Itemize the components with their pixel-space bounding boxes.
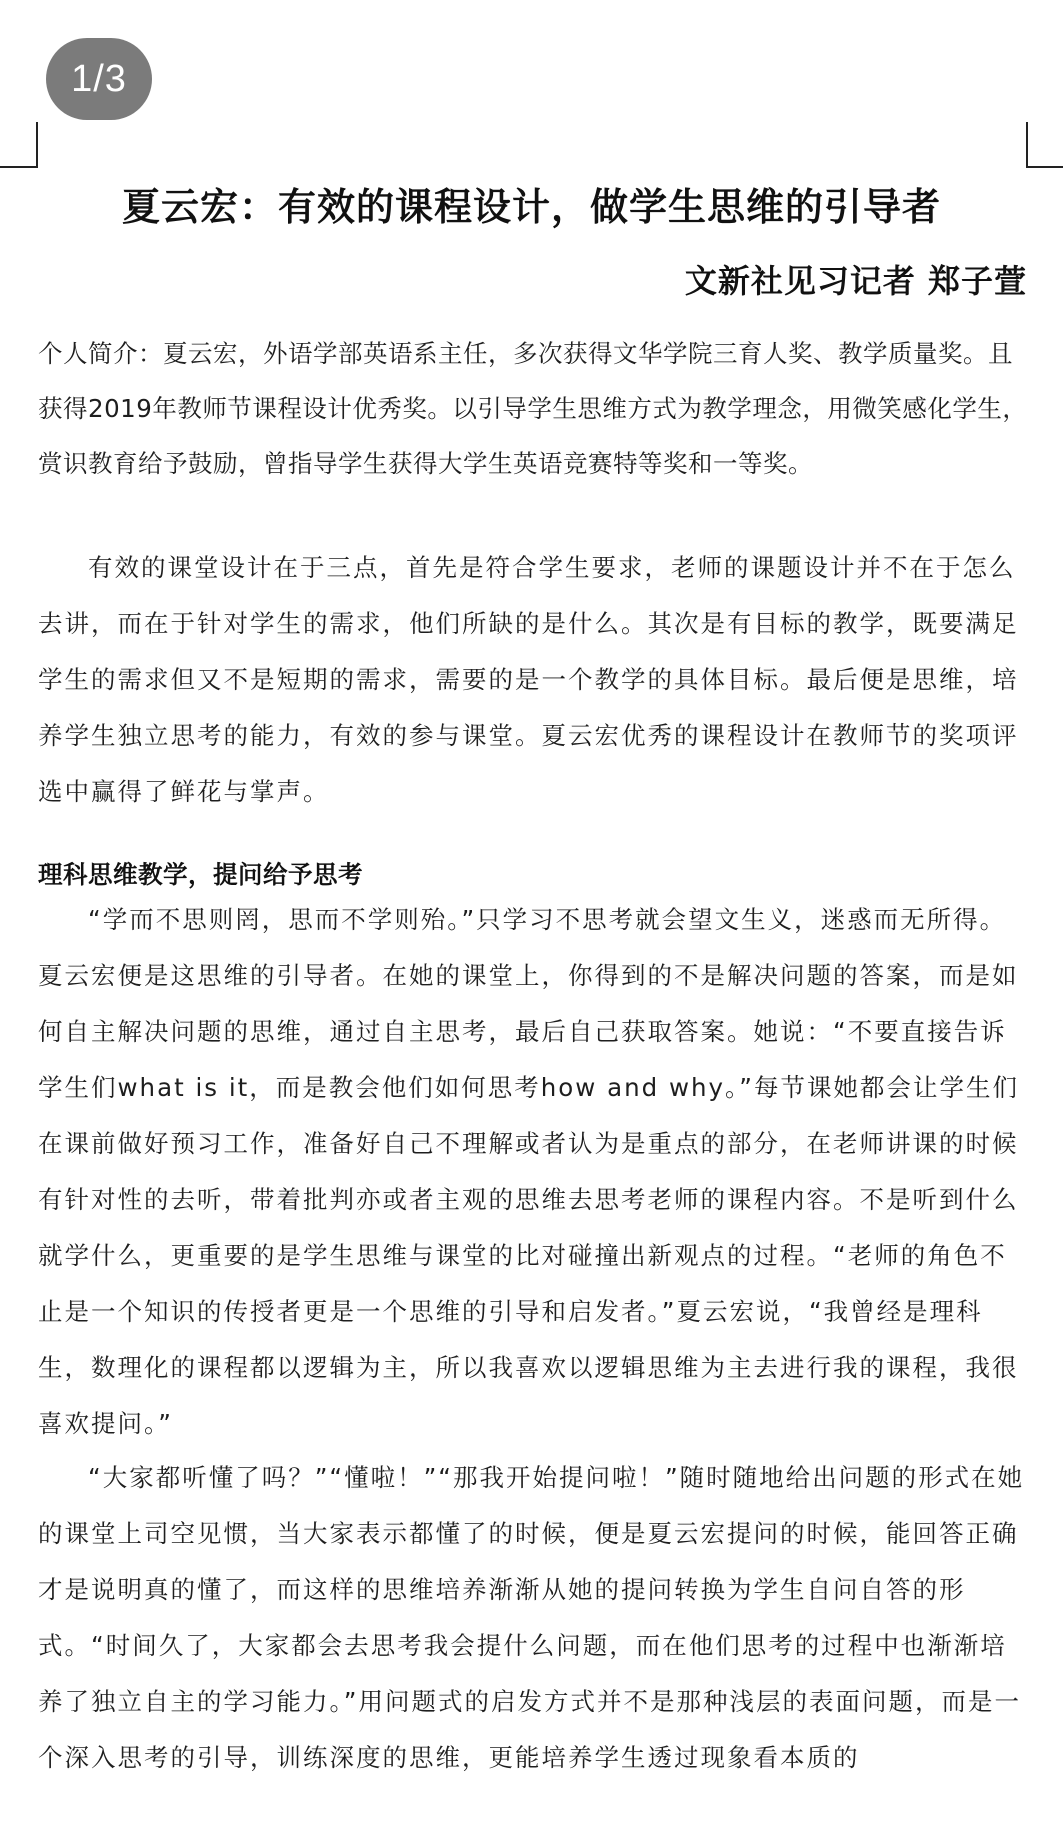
body-paragraph-1: 有效的课堂设计在于三点，首先是符合学生要求，老师的课题设计并不在于怎么去讲，而在于针对学生的需求，他们所缺的是什么。其次是有目标的教学，既要满足学生的需求但又不是短期的需求，需要的是一个教学的具体目标。最后便是思维，培养学生独立思考的能力，有效的参与课堂。夏云宏优秀的课程设计在教师节的奖项评选中赢得了鲜花与掌声。: [38, 553, 1019, 806]
section-heading: 理科思维教学，提问给予思考: [38, 860, 363, 889]
article-byline: 文新社见习记者 郑子萱: [684, 262, 1027, 300]
body-paragraph-3: “大家都听懂了吗？”“懂啦！”“那我开始提问啦！”随时随地给出问题的形式在她的课堂上司空见惯，当大家表示都懂了的时候，便是夏云宏提问的时候，能回答正确才是说明真的懂了，而这样的思维培养渐渐从她的提问转换为学生自问自答的形式。“时间久了，大家都会去思考我会提什么问题，而在他们思考的过程中也渐渐培养了独立自主的学习能力。”用问题式的启发方式并不是那种浅层的表面问题，而是一个深入思考的引导，训练深度的思维，更能培养学生透过现象看本质的: [38, 1463, 1025, 1772]
crop-mark-top-left: [0, 122, 38, 168]
page-indicator-badge: 1/3: [46, 38, 152, 120]
author-intro-paragraph: 个人简介：夏云宏，外语学部英语系主任，多次获得文华学院三育人奖、教学质量奖。且获得2019年教师节课程设计优秀奖。以引导学生思维方式为教学理念，用微笑感化学生，赏识教育给予鼓励，曾指导学生获得大学生英语竞赛特等奖和一等奖。: [38, 339, 1028, 478]
article-title: 夏云宏：有效的课程设计，做学生思维的引导者: [121, 185, 941, 229]
crop-mark-top-right: [1026, 122, 1063, 168]
body-paragraph-2: “学而不思则罔，思而不学则殆。”只学习不思考就会望文生义，迷惑而无所得。夏云宏便是这思维的引导者。在她的课堂上，你得到的不是解决问题的答案，而是如何自主解决问题的思维，通过自主思考，最后自己获取答案。她说：“不要直接告诉学生们what is it，而是教会他们如何思考how and why。”每节课她都会让学生们在课前做好预习工作，准备好自己不理解或者认为是重点的部分，在老师讲课的时候有针对性的去听，带着批判亦或者主观的思维去思考老师的课程内容。不是听到什么就学什么，更重要的是学生思维与课堂的比对碰撞出新观点的过程。“老师的角色不止是一个知识的传授者更是一个思维的引导和启发者。”夏云宏说，“我曾经是理科生，数理化的课程都以逻辑为主，所以我喜欢以逻辑思维为主去进行我的课程，我很喜欢提问。”: [38, 905, 1019, 1438]
